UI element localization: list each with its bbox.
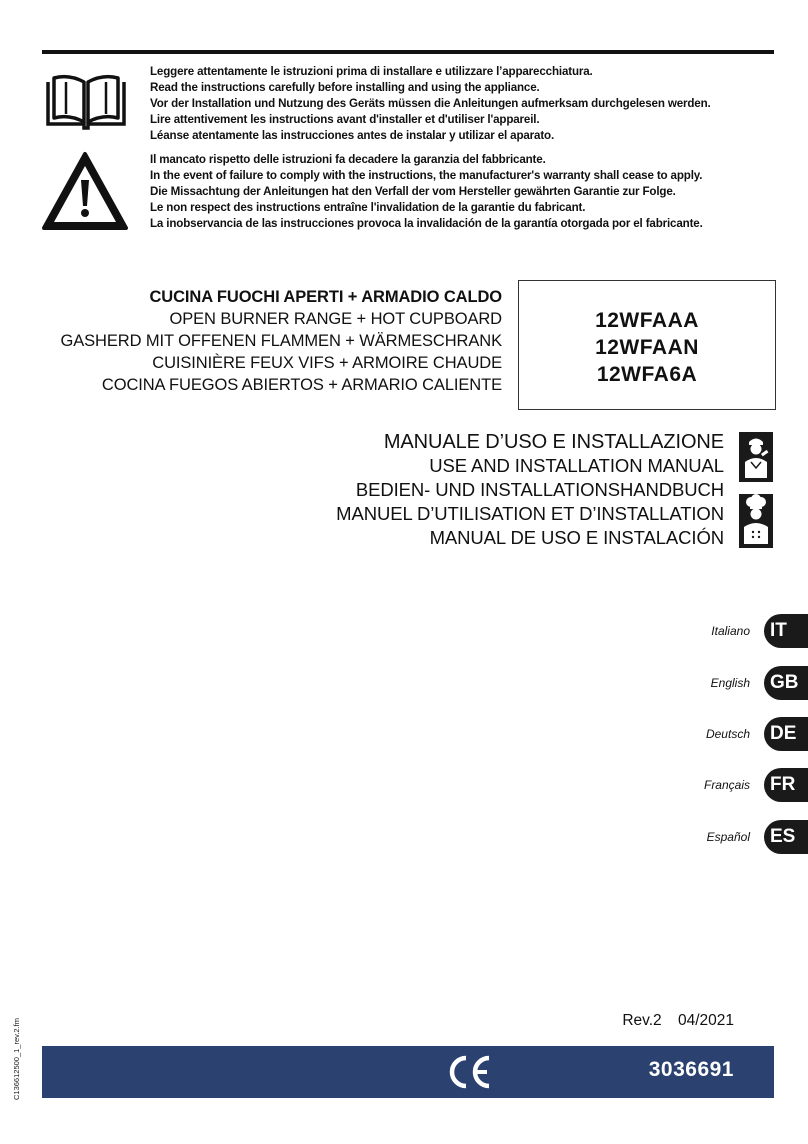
chef-icon (739, 494, 773, 548)
footer-bar (42, 1046, 774, 1098)
manual-title-it: MANUALE D’USO E INSTALLAZIONE (383, 431, 724, 453)
language-name: Español (706, 830, 750, 844)
language-tab-es[interactable] (707, 820, 808, 854)
language-code: GB (764, 666, 808, 700)
warning-line: Le non respect des instructions entraîne l'invalidation de la garantie du fabricant. (150, 201, 586, 214)
manual-title-fr: MANUEL D’UTILISATION ET D’INSTALLATION (336, 503, 724, 524)
model-code: 12WFA6A (596, 363, 698, 386)
instruction-line: Lire attentivement les instructions avant d'installer et d'utiliser l'appareil. (150, 113, 540, 126)
language-name: Deutsch (705, 727, 750, 741)
language-tab-gb[interactable] (711, 666, 808, 700)
model-box (518, 280, 776, 410)
warning-line: La inobservancia de las instrucciones provoca la invalidación de la garantía otorgada por el fabricante. (150, 217, 703, 230)
manual-title-en: USE AND INSTALLATION MANUAL (429, 455, 724, 476)
model-code: 12WFAAN (595, 336, 699, 359)
read-instructions-block (150, 64, 711, 144)
product-titles (61, 286, 503, 396)
language-name: Italiano (711, 624, 750, 638)
book-icon (44, 74, 128, 130)
product-title-de: GASHERD MIT OFFENEN FLAMMEN + WÄRMESCHRANK (60, 332, 502, 350)
language-name: Français (703, 778, 750, 792)
document-code: 3036691 (648, 1058, 734, 1081)
language-code: DE (764, 717, 808, 751)
language-tab-it[interactable] (711, 614, 808, 648)
manual-title-es: MANUAL DE USO E INSTALACIÓN (429, 527, 724, 548)
language-code: ES (764, 820, 808, 854)
warning-line: Die Missachtung der Anleitungen hat den Verfall der vom Hersteller gewährten Garantie zur Folge. (150, 185, 676, 198)
warning-line: Il mancato rispetto delle istruzioni fa decadere la garanzia del fabbricante. (150, 153, 546, 166)
revision-date: Rev.2 04/2021 (622, 1012, 734, 1029)
product-title-es: COCINA FUEGOS ABIERTOS + ARMARIO CALIENTE (101, 376, 502, 394)
language-code: IT (764, 614, 808, 648)
ce-mark-icon (447, 1054, 493, 1090)
language-tab-de[interactable] (706, 717, 808, 751)
product-title-en: OPEN BURNER RANGE + HOT CUPBOARD (169, 310, 502, 328)
warning-line: In the event of failure to comply with the instructions, the manufacturer's warranty shall cease to apply. (150, 169, 703, 182)
instruction-line: Read the instructions carefully before installing and using the appliance. (150, 81, 540, 94)
product-title-fr: CUISINIÈRE FEUX VIFS + ARMOIRE CHAUDE (152, 354, 502, 372)
warranty-warning-block (150, 152, 703, 232)
language-tab-fr[interactable] (704, 768, 808, 802)
language-code: FR (764, 768, 808, 802)
instruction-line: Vor der Installation und Nutzung des Geräts müssen die Anleitungen aufmerksam durchgelesen werden. (150, 97, 711, 110)
manual-titles (336, 430, 724, 550)
instruction-line: Léanse atentamente las instrucciones antes de instalar y utilizar el aparato. (150, 129, 555, 142)
manual-title-de: BEDIEN- UND INSTALLATIONSHANDBUCH (355, 479, 724, 500)
instruction-line: Leggere attentamente le istruzioni prima di installare e utilizzare l’apparecchiatura. (150, 65, 593, 78)
product-title-it: CUCINA FUOCHI APERTI + ARMADIO CALDO (149, 288, 502, 306)
file-reference: C136612500_1_rev.2.fm (12, 1017, 21, 1100)
top-rule (42, 50, 774, 54)
technician-icon (739, 432, 773, 482)
model-code: 12WFAAA (595, 309, 699, 332)
language-name: English (710, 676, 750, 690)
warning-triangle-icon (40, 150, 130, 232)
